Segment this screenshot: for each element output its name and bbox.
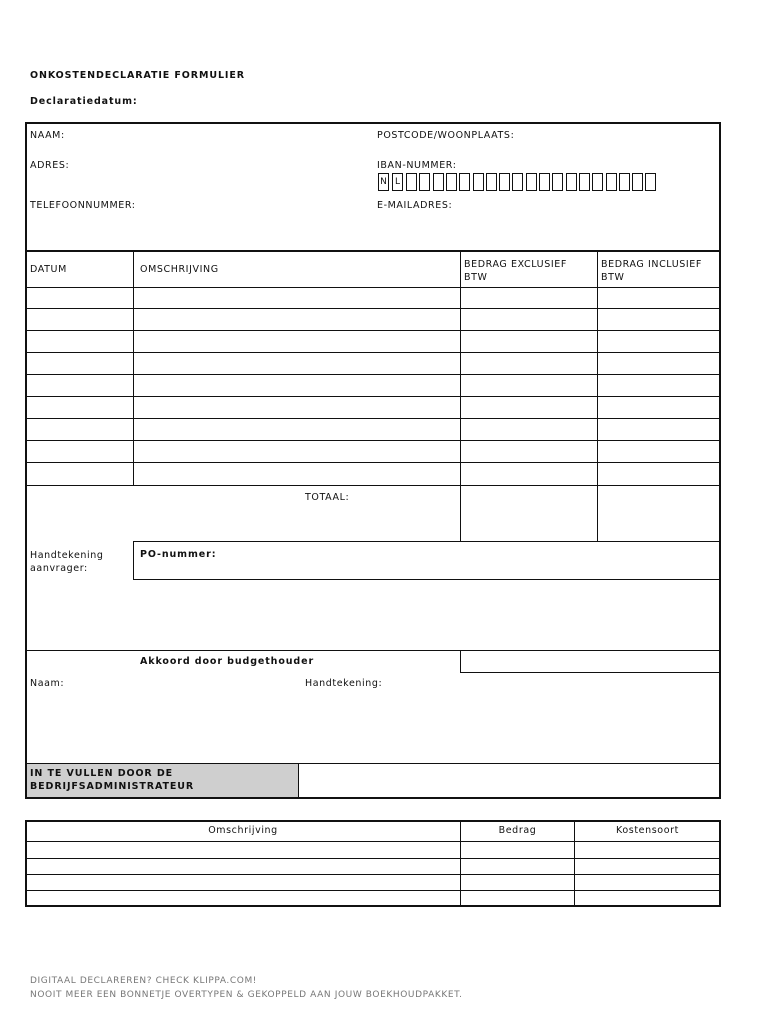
- admin-col-amount: Bedrag: [498, 825, 537, 836]
- table-row[interactable]: [25, 462, 721, 463]
- iban-cell: [645, 173, 656, 191]
- admin-field[interactable]: [300, 765, 719, 797]
- postcode-label: POSTCODE/WOONPLAATS:: [377, 130, 515, 141]
- approval-field[interactable]: [462, 652, 719, 671]
- approver-signature-label: Handtekening:: [305, 678, 383, 689]
- table-row[interactable]: [25, 440, 721, 441]
- divider: [25, 650, 721, 651]
- phone-label: TELEFOONNUMMER:: [30, 200, 136, 211]
- admin-title: IN TE VULLEN DOOR DE BEDRIJFSADMINISTRATEUR: [30, 768, 195, 792]
- iban-cell: [486, 173, 497, 191]
- table-row[interactable]: [25, 374, 721, 375]
- admin-col-description: Omschrijving: [208, 825, 278, 836]
- iban-cell: [419, 173, 430, 191]
- name-label: NAAM:: [30, 130, 65, 141]
- iban-cell: [499, 173, 510, 191]
- table-row[interactable]: [25, 352, 721, 353]
- col-header-amount-excl: BEDRAG EXCLUSIEF BTW: [464, 259, 567, 283]
- iban-cell: [406, 173, 417, 191]
- iban-cell: [552, 173, 563, 191]
- iban-cell: [473, 173, 484, 191]
- divider: [133, 541, 721, 542]
- table-row[interactable]: [25, 874, 721, 875]
- divider: [133, 541, 134, 579]
- divider: [25, 287, 721, 288]
- declaration-date-label: Declaratiedatum:: [30, 96, 138, 107]
- iban-cell: [606, 173, 617, 191]
- divider: [133, 250, 134, 485]
- iban-cell: [566, 173, 577, 191]
- divider: [25, 250, 721, 252]
- iban-label: IBAN-NUMMER:: [377, 160, 457, 171]
- approval-title: Akkoord door budgethouder: [140, 656, 315, 667]
- iban-cell: [526, 173, 537, 191]
- col-header-date: DATUM: [30, 264, 67, 275]
- iban-cell: [539, 173, 550, 191]
- divider: [133, 579, 721, 580]
- col-header-amount-incl: BEDRAG INCLUSIEF BTW: [601, 259, 702, 283]
- divider: [460, 672, 721, 673]
- divider: [298, 763, 299, 798]
- iban-cell: L: [392, 173, 403, 191]
- footer-line-2: NOOIT MEER EEN BONNETJE OVERTYPEN & GEKOPPELD AAN JOUW BOEKHOUDPAKKET.: [30, 990, 463, 1000]
- form-frame: [25, 122, 721, 799]
- iban-cell: [512, 173, 523, 191]
- total-excl-field[interactable]: [461, 486, 597, 540]
- approver-name-label: Naam:: [30, 678, 65, 689]
- footer-line-1: DIGITAAL DECLAREREN? CHECK KLIPPA.COM!: [30, 976, 258, 986]
- iban-cell: [579, 173, 590, 191]
- iban-cell: [446, 173, 457, 191]
- iban-cell: [459, 173, 470, 191]
- iban-cell: N: [378, 173, 389, 191]
- divider: [460, 650, 461, 672]
- iban-cell: [619, 173, 630, 191]
- po-number-field[interactable]: [230, 543, 718, 577]
- email-label: E-MAILADRES:: [377, 200, 453, 211]
- total-label: TOTAAL:: [305, 492, 350, 503]
- table-row[interactable]: [25, 396, 721, 397]
- iban-cell: [592, 173, 603, 191]
- table-row[interactable]: [25, 330, 721, 331]
- address-label: ADRES:: [30, 160, 70, 171]
- po-number-label: PO-nummer:: [140, 549, 217, 560]
- col-header-description: OMSCHRIJVING: [140, 264, 219, 275]
- table-row[interactable]: [25, 418, 721, 419]
- table-row[interactable]: [25, 890, 721, 891]
- table-row[interactable]: [25, 841, 721, 842]
- applicant-signature-label: Handtekening aanvrager:: [30, 550, 104, 574]
- table-row[interactable]: [25, 858, 721, 859]
- table-row[interactable]: [25, 308, 721, 309]
- iban-cell: [433, 173, 444, 191]
- total-incl-field[interactable]: [598, 486, 719, 540]
- admin-col-cost-type: Kostensoort: [616, 825, 679, 836]
- applicant-signature-field[interactable]: [28, 582, 718, 648]
- form-title: ONKOSTENDECLARATIE FORMULIER: [30, 70, 245, 81]
- iban-cell: [632, 173, 643, 191]
